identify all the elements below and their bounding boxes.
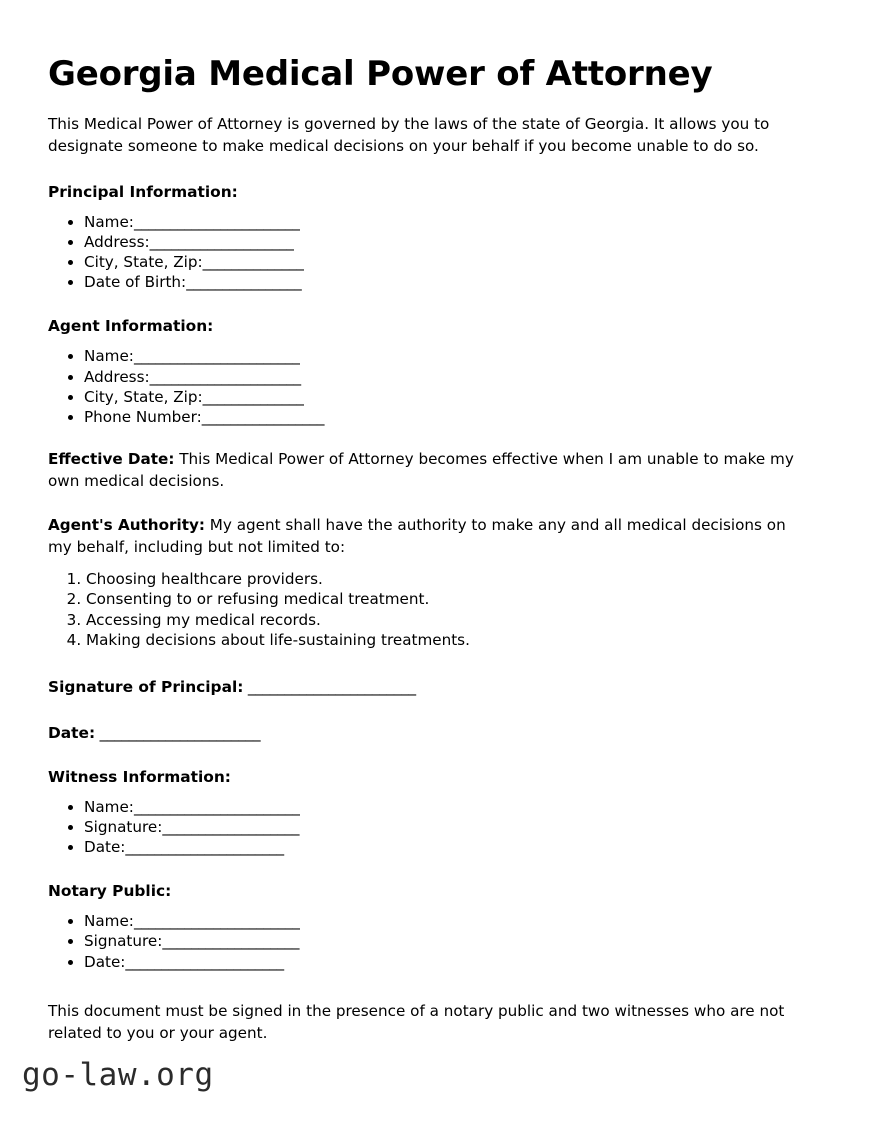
field-label: Name: — [84, 912, 134, 931]
field-label: Name: — [84, 212, 134, 231]
effective-date-paragraph — [48, 427, 802, 492]
field-fill-line[interactable]: _______________________ — [133, 797, 300, 816]
agent-authority-list — [48, 558, 802, 651]
agent-information-heading: Agent Information: — [48, 317, 214, 336]
signature-of-principal-line — [48, 651, 802, 697]
agent-information-fields — [48, 336, 802, 427]
effective-date-body: This Medical Power of Attorney becomes effective when I am unable to make my own medical decisions. — [48, 450, 794, 491]
field-fill-line[interactable]: _______________________ — [133, 212, 300, 231]
closing-paragraph: This document must be signed in the presence of a notary public and two witnesses who are not related to you or your agent. — [48, 1001, 785, 1042]
signature-date-fill-line[interactable]: ______________________ — [95, 723, 261, 742]
page-title: Georgia Medical Power of Attorney — [48, 54, 713, 94]
site-watermark: go-law.org — [22, 1057, 214, 1093]
signature-date-line — [48, 697, 802, 743]
signature-date-label: Date: — [48, 723, 96, 742]
signature-of-principal-fill-line[interactable]: _______________________ — [243, 677, 416, 696]
list-item — [84, 931, 802, 951]
list-item — [84, 952, 802, 972]
agent-authority-paragraph — [48, 493, 802, 558]
agent-authority-body: My agent shall have the authority to make any and all medical decisions on my behalf, including but not limited to: — [48, 515, 786, 556]
field-fill-line[interactable]: _______________________ — [133, 912, 300, 931]
field-label: Name: — [84, 347, 134, 366]
list-item — [84, 797, 802, 817]
field-fill-line[interactable]: ______________ — [202, 252, 304, 271]
field-label: Signature: — [84, 817, 163, 836]
list-item — [84, 911, 802, 931]
list-item — [84, 272, 802, 292]
intro-paragraph: This Medical Power of Attorney is governed by the laws of the state of Georgia. It allows you to designate someone to make medical decisions on your behalf if you become unable to do so. — [48, 115, 770, 156]
field-label: Name: — [84, 797, 134, 816]
list-item: 1. Choosing healthcare providers. — [86, 569, 802, 589]
notary-public-fields — [48, 901, 802, 972]
field-fill-line[interactable]: ______________________ — [125, 952, 284, 971]
list-item — [84, 817, 802, 837]
field-label: Phone Number: — [84, 407, 202, 426]
witness-information-fields — [48, 787, 802, 858]
principal-information-heading: Principal Information: — [48, 182, 238, 201]
list-item — [84, 367, 802, 387]
field-fill-line[interactable]: ________________ — [186, 273, 302, 292]
field-label: City, State, Zip: — [84, 252, 203, 271]
field-fill-line[interactable]: _________________ — [201, 407, 325, 426]
list-item — [84, 407, 802, 427]
signature-of-principal-label: Signature of Principal: — [48, 677, 244, 696]
list-item — [84, 212, 802, 232]
field-label: City, State, Zip: — [84, 387, 203, 406]
principal-information-fields — [48, 202, 802, 293]
notary-public-heading: Notary Public: — [48, 882, 172, 901]
field-label: Signature: — [84, 932, 163, 951]
agent-authority-label: Agent's Authority: — [48, 515, 205, 534]
list-item: 2. Consenting to or refusing medical treatment. — [86, 589, 802, 609]
field-fill-line[interactable]: _______________________ — [133, 347, 300, 366]
field-fill-line[interactable]: ___________________ — [162, 932, 300, 951]
list-item — [84, 837, 802, 857]
document-content — [48, 0, 802, 1044]
effective-date-label: Effective Date: — [48, 450, 175, 469]
field-fill-line[interactable]: ______________________ — [125, 837, 284, 856]
list-item — [84, 346, 802, 366]
list-item — [84, 387, 802, 407]
list-item — [84, 232, 802, 252]
list-item: 3. Accessing my medical records. — [86, 610, 802, 630]
field-label: Date: — [84, 952, 126, 971]
field-fill-line[interactable]: _____________________ — [149, 367, 301, 386]
field-label: Address: — [84, 232, 150, 251]
field-fill-line[interactable]: ___________________ — [162, 817, 300, 836]
witness-information-heading: Witness Information: — [48, 767, 231, 786]
field-label: Address: — [84, 367, 150, 386]
field-label: Date: — [84, 837, 126, 856]
field-label: Date of Birth: — [84, 273, 187, 292]
field-fill-line[interactable]: ______________ — [202, 387, 304, 406]
list-item — [84, 252, 802, 272]
list-item: 4. Making decisions about life-sustaining treatments. — [86, 630, 802, 650]
field-fill-line[interactable]: ____________________ — [149, 232, 294, 251]
